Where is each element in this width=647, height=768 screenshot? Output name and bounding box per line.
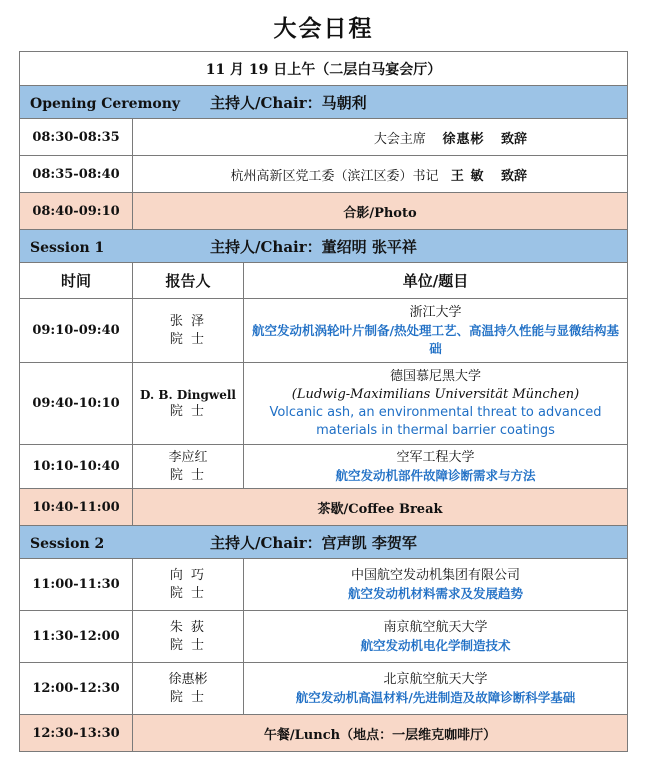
talk-topic: 航空发动机部件故障诊断需求与方法	[335, 467, 536, 483]
table-row	[20, 663, 628, 715]
speaker-title: 院 士	[169, 585, 207, 601]
speaker-cell	[133, 445, 244, 489]
schedule-table	[19, 51, 628, 752]
opening-remark: 杭州高新区党工委（滨江区委）书记 王 敏 致辞	[133, 156, 628, 193]
affiliation-cell	[244, 663, 628, 715]
time-cell: 10:10-10:40	[20, 445, 133, 489]
break-row	[20, 489, 628, 526]
speaker-name: 徐惠彬	[168, 671, 208, 687]
lunch-row	[20, 715, 628, 752]
speaker-cell	[133, 363, 244, 445]
time-cell: 08:35-08:40	[20, 156, 133, 193]
day-header-row	[20, 52, 628, 86]
speaker-title: 院 士	[169, 637, 207, 653]
time-cell: 11:30-12:00	[20, 611, 133, 663]
presenter-name: 徐惠彬	[442, 131, 485, 147]
time-cell: 10:40-11:00	[20, 489, 133, 526]
session-name: Session 2	[30, 535, 105, 552]
speaker-name: 李应红	[168, 449, 208, 465]
session-header-opening	[20, 86, 628, 119]
opening-remark: 大会主席 徐惠彬 致辞	[133, 119, 628, 156]
time-cell: 11:00-11:30	[20, 559, 133, 611]
column-header-speaker: 报告人	[133, 263, 244, 299]
organization-english: (Ludwig-Maximilians Universität München)	[291, 386, 580, 402]
speaker-cell	[133, 559, 244, 611]
speaker-title: 院 士	[169, 403, 207, 419]
column-header-time: 时间	[20, 263, 133, 299]
photo-label: 合影/Photo	[133, 193, 628, 230]
affiliation-cell	[244, 559, 628, 611]
talk-topic: 航空发动机涡轮叶片制备/热处理工艺、高温持久性能与显微结构基础	[251, 322, 620, 356]
table-row	[20, 445, 628, 489]
organization: 空军工程大学	[396, 449, 475, 465]
speaker-cell	[133, 611, 244, 663]
affiliation-cell	[244, 445, 628, 489]
talk-topic: 航空发动机电化学制造技术	[360, 637, 511, 653]
organization: 北京航空航天大学	[383, 671, 488, 687]
lunch-label: 午餐/Lunch（地点：一层维克咖啡厅）	[133, 715, 628, 752]
session-header-1	[20, 230, 628, 263]
organization: 德国慕尼黑大学	[389, 368, 481, 384]
presenter-name: 王 敏	[450, 168, 485, 184]
page-title: 大会日程	[273, 16, 374, 42]
affiliation-cell	[244, 611, 628, 663]
photo-row	[20, 193, 628, 230]
table-row	[20, 611, 628, 663]
speaker-name: D. B. Dingwell	[140, 387, 236, 402]
session-chair: 主持人/Chair：董绍明 张平祥	[210, 237, 417, 256]
organization: 南京航空航天大学	[383, 619, 488, 635]
time-cell: 08:40-09:10	[20, 193, 133, 230]
session-chair: 主持人/Chair：宫声凯 李贺军	[210, 533, 417, 552]
time-cell: 09:10-09:40	[20, 299, 133, 363]
time-cell: 12:30-13:30	[20, 715, 133, 752]
speaker-title: 院 士	[169, 689, 207, 705]
day-header: 11 月 19 日上午（二层白马宴会厅）	[20, 52, 628, 86]
table-row	[20, 156, 628, 193]
speaker-name: 朱 荻	[169, 619, 207, 635]
speaker-cell	[133, 299, 244, 363]
speaker-title: 院 士	[169, 467, 207, 483]
time-cell: 09:40-10:10	[20, 363, 133, 445]
break-label: 茶歇/Coffee Break	[133, 489, 628, 526]
time-cell: 08:30-08:35	[20, 119, 133, 156]
column-header-affiliation: 单位/题目	[244, 263, 628, 299]
talk-topic: 航空发动机高温材料/先进制造及故障诊断科学基础	[295, 689, 576, 705]
table-row	[20, 559, 628, 611]
table-row	[20, 299, 628, 363]
session-chair: 主持人/Chair：马朝利	[210, 93, 367, 112]
table-row	[20, 119, 628, 156]
time-cell: 12:00-12:30	[20, 663, 133, 715]
organization: 中国航空发动机集团有限公司	[350, 567, 520, 583]
speaker-name: 张 泽	[169, 313, 207, 329]
session-name: Session 1	[30, 239, 105, 256]
talk-topic: Volcanic ash, an environmental threat to advanced materials in thermal barrier coatings	[269, 404, 602, 438]
talk-topic: 航空发动机材料需求及发展趋势	[347, 585, 523, 601]
affiliation-cell	[244, 363, 628, 445]
organization: 浙江大学	[409, 304, 462, 320]
speaker-title: 院 士	[169, 331, 207, 347]
session-header-2	[20, 526, 628, 559]
speaker-cell	[133, 663, 244, 715]
column-header-row	[20, 263, 628, 299]
session-name: Opening Ceremony	[30, 95, 181, 112]
table-row	[20, 363, 628, 445]
affiliation-cell	[244, 299, 628, 363]
speaker-name: 向 巧	[169, 567, 207, 583]
